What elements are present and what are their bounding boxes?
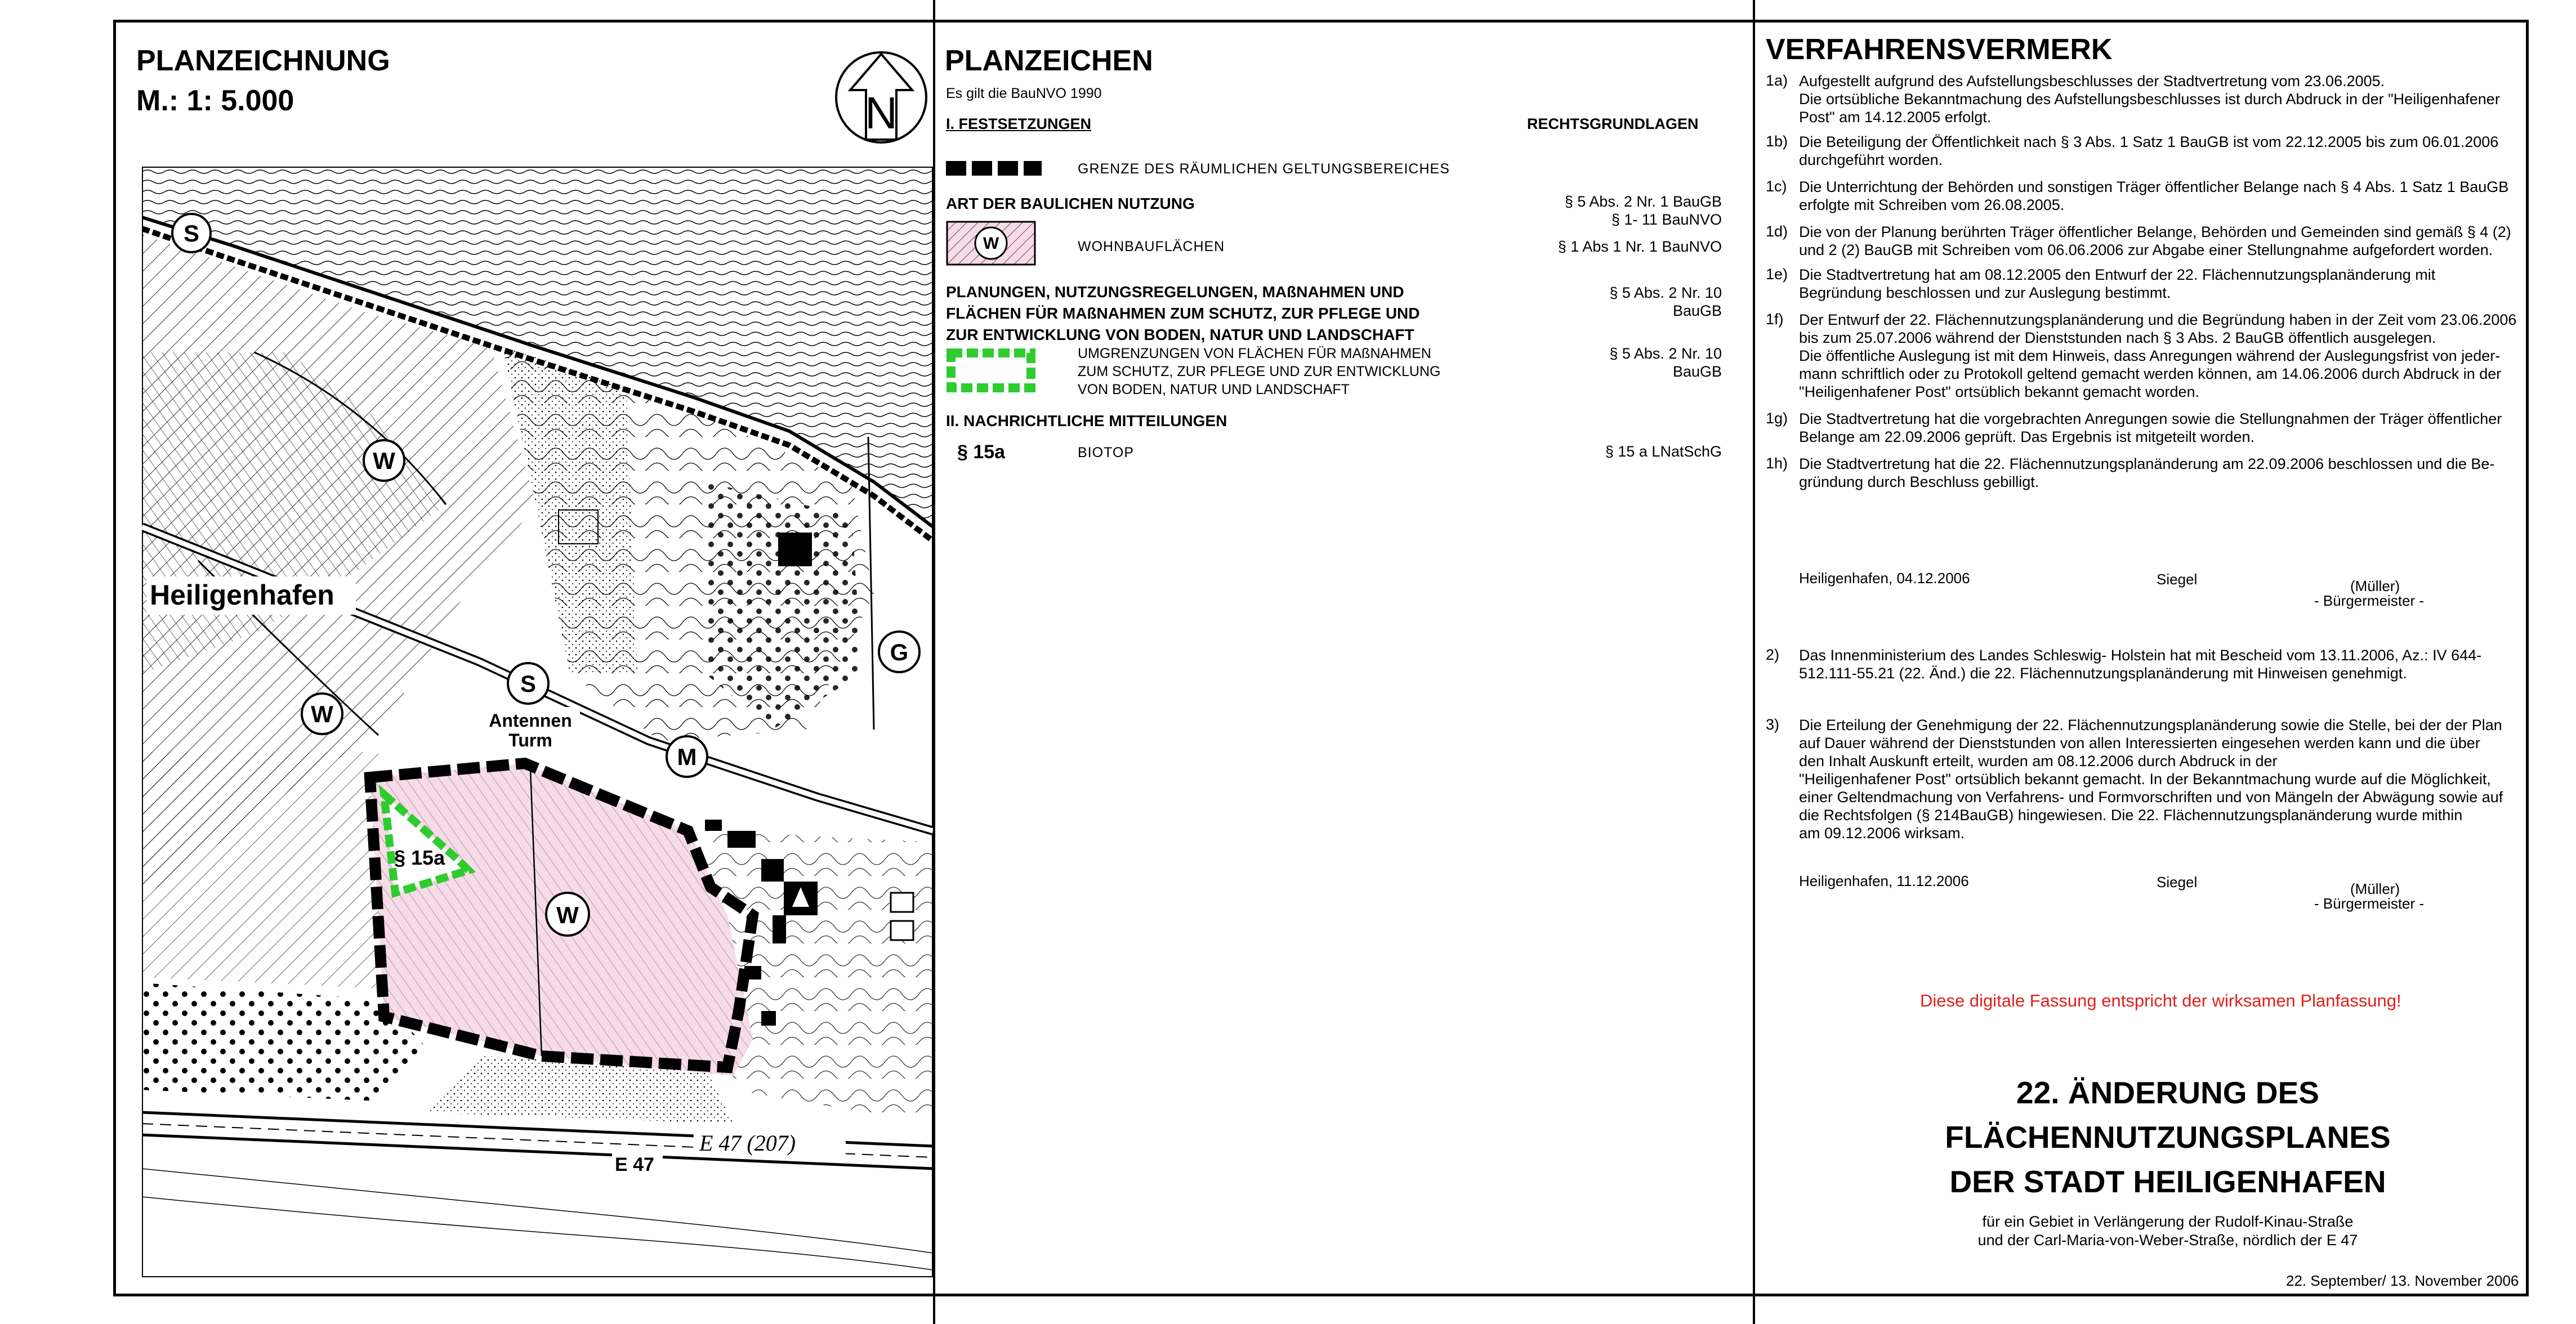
main-title-line-1: 22. ÄNDERUNG DES	[2016, 1075, 2319, 1110]
umgrenzung-ref-1: § 5 Abs. 2 Nr. 10	[1609, 345, 1722, 362]
sig1-siegel: Siegel	[2157, 571, 2198, 588]
biotop-legend-symbol: § 15a	[957, 441, 1006, 463]
verfahren-item-text	[1799, 410, 2502, 446]
main-title-block	[1858, 1071, 2477, 1204]
wohn-label: WOHNBAUFLÄCHEN	[1078, 239, 1225, 254]
map-symbol-w2-text: W	[311, 701, 333, 727]
verfahren-item-line: bis zum 25.07.2006 während der Dienststunden nach § 3 Abs. 2 BauGB öffentlich ausgelegen.	[1799, 329, 2436, 346]
sig2-name: (Müller)	[2350, 880, 2400, 897]
verfahren-item-line: "Heiligenhafener Post" ortsüblich bekannt gemacht worden.	[1799, 383, 2200, 400]
planungen-title-1: PLANUNGEN, NUTZUNGSREGELUNGEN, MAßNAHMEN UND	[946, 283, 1404, 301]
north-letter: N	[865, 88, 898, 138]
verfahren-item-text	[1799, 311, 2516, 401]
verfahren-item-line: durchgeführt worden.	[1799, 151, 1943, 168]
planzeichnung-title: PLANZEICHNUNG	[136, 44, 390, 77]
verfahren-item-line: Die Beteiligung der Öffentlichkeit nach § 3 Abs. 1 Satz 1 BauGB ist vom 22.12.2005 bis zum 06.01.2006	[1799, 133, 2499, 150]
verfahren-item-line: Belange am 22.09.2006 geprüft. Das Ergebnis ist mitgeteilt worden.	[1799, 428, 2254, 445]
verfahren-item-text	[1799, 72, 2500, 126]
planungen-title-3: ZUR ENTWICKLUNG VON BODEN, NATUR UND LANDSCHAFT	[946, 326, 1414, 343]
grenze-symbol-icon	[946, 160, 1042, 177]
verfahren-item-number: 1f)	[1766, 311, 1784, 328]
umgrenzung-label-1: UMGRENZUNGEN VON FLÄCHEN FÜR MAßNAHMEN	[1078, 346, 1431, 361]
nachrichtliche-heading: II. NACHRICHTLICHE MITTEILUNGEN	[946, 412, 1227, 430]
verfahren-item-line: den Inhalt Auskunft erteilt, wurden am 08.12.2006 durch Abdruck in der	[1799, 753, 2278, 770]
verfahren-item-number: 1b)	[1766, 133, 1788, 150]
map-place-label: Heiligenhafen	[150, 579, 334, 611]
verfahren-item-line: Die Stadtvertretung hat die 22. Flächennutzungsplanänderung am 22.09.2006 beschlossen und die Be-	[1799, 455, 2495, 472]
verfahren-item-text	[1799, 223, 2511, 259]
verfahren-item-line: am 09.12.2006 wirksam.	[1799, 825, 1965, 842]
umgrenzung-label-2: ZUM SCHUTZ, ZUR PFLEGE UND ZUR ENTWICKLUNG	[1078, 364, 1441, 379]
planzeichen-title: PLANZEICHEN	[945, 44, 1153, 77]
antennen-label: Antennen	[489, 710, 572, 731]
planzeichnung-scale: M.: 1: 5.000	[136, 84, 294, 117]
umgrenzung-label	[1078, 345, 1440, 399]
festsetzungen-heading: I. FESTSETZUNGEN	[946, 115, 1092, 132]
sig1-role: - Bürgermeister -	[2314, 592, 2425, 609]
e47-label-2: E 47	[615, 1154, 654, 1175]
verfahren-item-number: 1a)	[1766, 72, 1788, 89]
verfahren-item-number: 1e)	[1766, 266, 1788, 283]
verfahren-item-line: Die von der Planung berührten Träger öffentlicher Belange, Behörden und Gemeinden sind gemäß § 4 (2)	[1799, 223, 2511, 240]
verfahren-item-text	[1799, 646, 2481, 682]
art-ref-2: § 1- 11 BauNVO	[1611, 211, 1722, 228]
verfahren-item-line: Die Stadtvertretung hat am 08.12.2005 den Entwurf der 22. Flächennutzungsplanänderung mit	[1799, 266, 2436, 283]
biotop-legend-ref: § 15 a LNatSchG	[1605, 443, 1722, 460]
verfahren-item-line: gründung durch Beschluss gebilligt.	[1799, 473, 2039, 490]
plan-map	[142, 167, 933, 1277]
verfahren-item-line: Begründung beschlossen und zur Auslegung bestimmt.	[1799, 284, 2171, 301]
verfahren-item-number: 3)	[1766, 716, 1780, 733]
verfahren-item-line: erfolgte mit Schreiben vom 26.08.2005.	[1799, 196, 2065, 213]
verfahren-item-number: 1d)	[1766, 223, 1788, 240]
art-title: ART DER BAULICHEN NUTZUNG	[946, 195, 1195, 212]
verfahren-item-line: Die Erteilung der Genehmigung der 22. Flächennutzungsplanänderung sowie die Stelle, bei der der Plan	[1799, 717, 2502, 733]
main-description-2: und der Carl-Maria-von-Weber-Straße, nördlich der E 47	[1977, 1232, 2358, 1249]
sig2-role: - Bürgermeister -	[2314, 895, 2425, 912]
turm-label: Turm	[508, 730, 552, 750]
grenze-label: GRENZE DES RÄUMLICHEN GELTUNGSBEREICHES	[1078, 161, 1450, 177]
main-title-line-3: DER STADT HEILIGENHAFEN	[1949, 1164, 2386, 1199]
verfahren-item-number: 2)	[1766, 646, 1780, 663]
planungen-title-2: FLÄCHEN FÜR MAßNAHMEN ZUM SCHUTZ, ZUR PFLEGE UND	[946, 305, 1420, 322]
umgrenzung-symbol-icon	[946, 348, 1036, 393]
verfahren-item-text	[1799, 455, 2494, 491]
plan-ref-1: § 5 Abs. 2 Nr. 10	[1609, 284, 1722, 301]
sig1-place-date: Heiligenhafen, 04.12.2006	[1799, 570, 1970, 587]
verfahren-item-line: Die ortsübliche Bekanntmachung des Aufstellungsbeschlusses ist durch Abdruck in der "Heiligenhafener	[1799, 91, 2500, 108]
plan-ref-2: BauGB	[1672, 302, 1722, 319]
sig2-place-date: Heiligenhafen, 11.12.2006	[1799, 873, 1969, 889]
verfahren-item-line: einer Geltendmachung von Verfahrens- und Formvorschriften und von Mängeln der Abwägung sowie auf	[1799, 789, 2503, 806]
verfahren-item-line: "Heiligenhafener Post" ortsüblich bekannt gemacht. In der Bekanntmachung wurde auf die Möglichkeit,	[1799, 771, 2491, 788]
digital-version-note: Diese digitale Fassung entspricht der wirksamen Planfassung!	[1920, 991, 2401, 1010]
plan-date: 22. September/ 13. November 2006	[2286, 1272, 2519, 1289]
verfahren-item-line: auf Dauer während der Dienststunden von allen Interessierten eingesehen werden kann und die über	[1799, 735, 2480, 752]
map-symbol-s2-text: S	[520, 670, 537, 697]
map-symbol-w1-text: W	[373, 448, 395, 474]
fold-line-1	[933, 0, 935, 1324]
main-title-line-2: FLÄCHENNUTZUNGSPLANES	[1945, 1120, 2391, 1155]
verfahren-item-text	[1799, 716, 2503, 842]
wohnbau-symbol	[946, 221, 1036, 266]
verfahren-item-line: 512.111-55.21 (22. Änd.) die 22. Flächennutzungsplanänderung mit Hinweisen genehmigt.	[1799, 665, 2407, 682]
e47-label-1: E 47 (207)	[699, 1130, 796, 1156]
verfahren-item-number: 1c)	[1766, 178, 1787, 195]
verfahren-item-line: Die Unterrichtung der Behörden und sonstigen Träger öffentlicher Belange nach § 4 Abs. 1 Satz 1 BauGB	[1799, 178, 2509, 195]
verfahren-item-line: Das Innenministerium des Landes Schleswig- Holstein hat mit Bescheid vom 13.11.2006, Az.: IV 644-	[1799, 647, 2482, 664]
biotop-map-label: § 15a	[394, 846, 445, 869]
sig1-name: (Müller)	[2350, 578, 2400, 594]
verfahren-item-line: mann schriftlich oder zu Protokoll geltend gemacht werden können, am 14.06.2006 durch Abdruck in der	[1799, 365, 2502, 382]
rechtsgrundlagen-heading: RECHTSGRUNDLAGEN	[1527, 115, 1699, 132]
umgrenzung-label-3: VON BODEN, NATUR UND LANDSCHAFT	[1078, 382, 1350, 397]
sig2-siegel: Siegel	[2157, 874, 2198, 891]
planungen-title	[946, 281, 1420, 346]
main-description	[1858, 1213, 2477, 1250]
verfahren-item-text	[1799, 266, 2435, 302]
verfahren-item-line: die Rechtsfolgen (§ 214BauGB) hingewiesen. Die 22. Flächennutzungsplanänderung wurde mithin	[1799, 807, 2463, 824]
verfahren-item-text	[1799, 133, 2498, 169]
art-ref-1: § 5 Abs. 2 Nr. 1 BauGB	[1564, 193, 1722, 210]
wohnbau-symbol-letter: W	[983, 234, 999, 253]
umgrenzung-ref-2: BauGB	[1672, 363, 1722, 380]
wohn-ref: § 1 Abs 1 Nr. 1 BauNVO	[1557, 238, 1722, 255]
verfahren-title: VERFAHRENSVERMERK	[1766, 33, 2113, 66]
map-symbol-s1-text: S	[183, 220, 200, 247]
verfahren-item-line: Aufgestellt aufgrund des Aufstellungsbeschlusses der Stadtvertretung vom 23.06.2005.	[1799, 73, 2385, 90]
verfahren-item-line: und 2 (2) BauGB mit Schreiben vom 06.06.2006 zur Abgabe einer Stellungnahme aufgefordert worden.	[1799, 241, 2493, 258]
verfahren-item-line: Die öffentliche Auslegung ist mit dem Hinweis, dass Anregungen während der Auslegungsfrist von jeder-	[1799, 347, 2501, 364]
verfahren-item-line: Post" am 14.12.2005 erfolgt.	[1799, 109, 1992, 126]
biotop-legend-label: BIOTOP	[1078, 445, 1135, 460]
main-description-1: für ein Gebiet in Verlängerung der Rudolf-Kinau-Straße	[1982, 1213, 2354, 1230]
map-symbol-m-text: M	[677, 744, 697, 770]
north-arrow-icon	[833, 50, 929, 145]
verfahren-item-line: Der Entwurf der 22. Flächennutzungsplanänderung und die Begründung haben in der Zeit vom 23.06.2006	[1799, 311, 2517, 328]
planzeichen-subtitle: Es gilt die BauNVO 1990	[946, 86, 1102, 101]
map-symbol-w3-text: W	[556, 902, 579, 928]
verfahren-item-number: 1h)	[1766, 455, 1788, 472]
verfahren-item-line: Die Stadtvertretung hat die vorgebrachten Anregungen sowie die Stellungnahmen der Träger öffentlicher	[1799, 410, 2502, 427]
map-symbol-g-text: G	[890, 639, 909, 665]
verfahren-item-text	[1799, 178, 2508, 214]
verfahren-item-number: 1g)	[1766, 410, 1788, 427]
fold-line-2	[1753, 0, 1755, 1324]
